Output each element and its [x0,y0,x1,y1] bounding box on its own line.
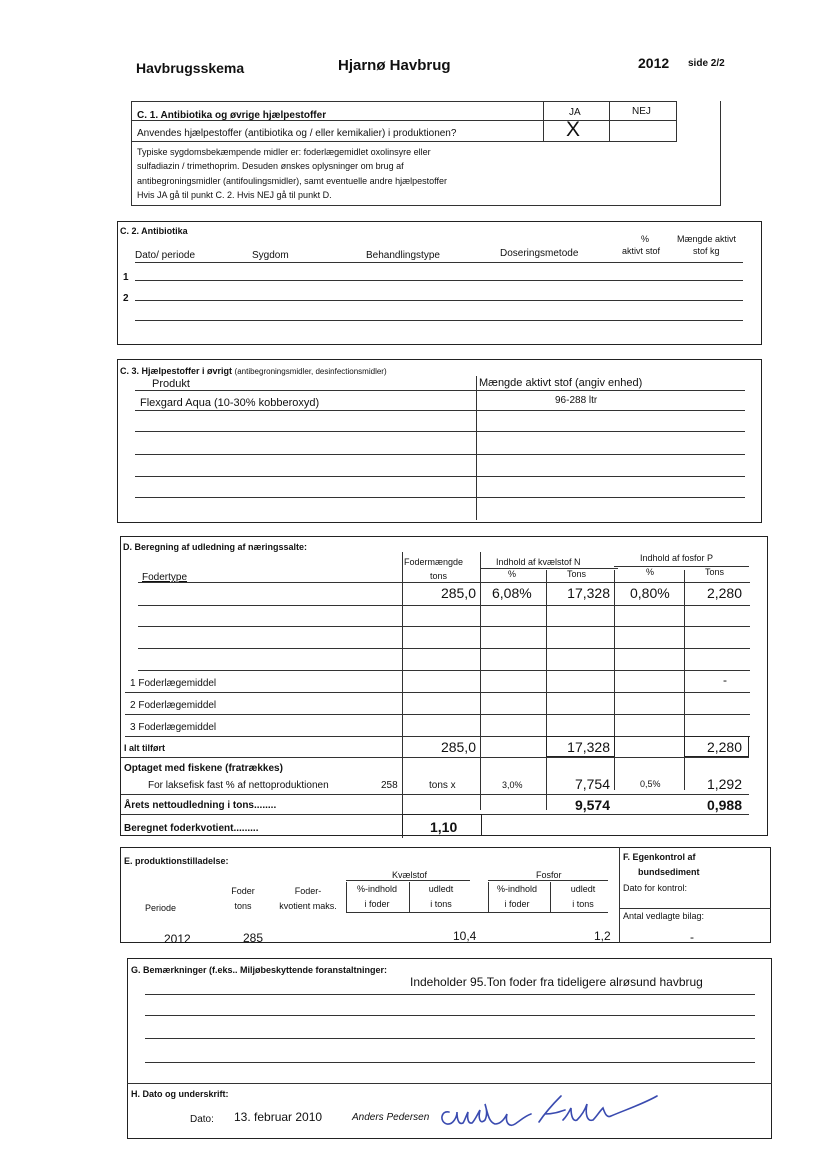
d-net-n: 9,574 [574,797,610,813]
c1-text-line-2: sulfadiazin / trimethoprim. Desuden ønskes oplysninger om brug af [137,161,404,171]
f-title-2: bundsediment [638,867,700,877]
c2-title: C. 2. Antibiotika [120,226,188,236]
c1-text-line-3: antibegroningsmidler (antifoulingsmidler), samt eventuelle andre hjælpestoffer [137,176,447,186]
d-p-pct: % [646,567,655,577]
d-medication-1-p: - [723,673,727,687]
d-uptake-p-pct: 0,5% [640,779,661,789]
f-title: F. Egenkontrol af [623,852,696,862]
d-medication-1: 1 Foderlægemiddel [130,678,217,689]
f-attach-label: Antal vedlagte bilag: [623,911,705,921]
d-feed-tons: 285,0 [440,585,476,601]
year: 2012 [638,55,670,71]
d-feed-n-pct: 6,08% [492,585,532,601]
d-col-type: Fodertype [142,572,188,583]
c2-col-amount-2: stof kg [693,246,720,256]
c2-col-pct: % [641,234,650,244]
farm-name: Hjarnø Havbrug [338,57,451,74]
e-phosphorus-head: Fosfor [536,870,562,880]
c1-text-line-1: Typiske sygdomsbekæmpende midler er: foderlægemidlet oxolinsyre eller [137,147,431,157]
f-date-label: Dato for kontrol: [623,883,688,893]
e-col-feed-unit: tons [234,901,252,911]
e-period: 2012 [164,932,191,946]
c3-product-1: Flexgard Aqua (10-30% kobberoxyd) [140,397,320,409]
c1-title: C. 1. Antibiotika og øvrige hjælpestoffer [137,110,327,121]
signature [435,1090,665,1136]
e-col-n-out: udledt [428,884,454,894]
d-col-feed: Fodermængde [404,557,464,567]
c3-col-product: Produkt [152,378,190,390]
c2-col-amount: Mængde aktivt [677,234,737,244]
e-title: E. produktionstilladelse: [124,856,229,866]
h-title: H. Dato og underskrift: [131,1089,229,1099]
h-name: Anders Pedersen [352,1112,430,1123]
d-uptake-net: 258 [381,780,398,791]
d-medication-2: 2 Foderlægemiddel [130,700,217,711]
e-n-out: 10,4 [453,929,477,943]
d-quota-value: 1,10 [430,819,458,835]
c2-col-date: Dato/ periode [135,250,196,261]
d-uptake-n: 7,754 [574,776,610,792]
g-title: G. Bemærkninger (f.eks.. Miljøbeskyttende foranstaltninger: [131,965,388,975]
d-p-tons: Tons [705,567,725,577]
section-c3 [117,359,762,523]
d-total-p: 2,280 [706,739,742,755]
e-nitrogen-head: Kvælstof [392,870,428,880]
e-col-n-out-2: i tons [430,899,452,909]
c2-col-pct-2: aktivt stof [622,246,661,256]
c3-title: C. 3. Hjælpestoffer i øvrigt [120,366,233,376]
d-medication-3: 3 Foderlægemiddel [130,722,217,733]
section-d [120,536,768,836]
c2-col-treatment: Behandlingstype [366,250,440,261]
e-col-quota-2: kvotient maks. [279,901,337,911]
d-col-phosphorus: Indhold af fosfor P [640,553,714,563]
c1-ja-mark: X [566,118,581,141]
c1-question: Anvendes hjælpestoffer (antibiotika og / eller kemikalier) i produktionen? [137,128,457,139]
c3-title-note: (antibegroningsmidler, desinfectionsmidler) [234,367,387,376]
e-col-p-pct: %-indhold [496,884,538,894]
d-uptake-text: For laksefisk fast % af nettoproduktionen [148,780,329,791]
c2-row-2: 2 [123,293,129,304]
e-col-n-pct-2: i foder [364,899,390,909]
d-uptake-label: Optaget med fiskene (fratrækkes) [124,763,283,774]
e-col-quota: Foder- [294,886,322,896]
d-feed-p-tons: 2,280 [706,585,742,601]
d-feed-n-tons: 17,328 [567,585,610,601]
e-col-period: Periode [145,903,177,913]
c1-ja-label: JA [569,107,581,118]
d-quota-label: Beregnet foderkvotient......... [124,823,259,834]
d-total-n: 17,328 [567,739,610,755]
section-c2 [117,221,762,345]
d-total-label: I alt tilført [124,743,165,753]
d-net-p: 0,988 [706,797,742,813]
h-date: 13. februar 2010 [234,1110,323,1124]
c2-col-disease: Sygdom [252,250,289,261]
c2-row-1: 1 [123,272,129,283]
d-col-feed-unit: tons [430,571,448,581]
c3-title-row [120,366,387,376]
d-title: D. Beregning af udledning af næringssalte: [123,542,308,552]
e-col-p-pct-2: i foder [504,899,530,909]
e-col-p-out-2: i tons [572,899,594,909]
d-uptake-n-pct: 3,0% [502,780,523,790]
e-col-feed: Foder [231,886,255,896]
form-title: Havbrugsskema [136,60,245,76]
h-date-label: Dato: [190,1114,214,1125]
page-number: side 2/2 [688,58,725,69]
d-feed-p-pct: 0,80% [630,585,670,601]
d-col-nitrogen: Indhold af kvælstof N [496,557,581,567]
g-remark: Indeholder 95.Ton foder fra tideligere alrøsund havbrug [410,975,703,989]
d-total-tons: 285,0 [440,739,476,755]
c1-nej-label: NEJ [632,106,651,117]
d-n-tons: Tons [567,569,587,579]
c1-text-line-4: Hvis JA gå til punkt C. 2. Hvis NEJ gå til punkt D. [137,190,332,200]
d-uptake-p: 1,292 [706,776,742,792]
c3-amount-1: 96-288 ltr [555,395,598,406]
d-uptake-unit: tons x [429,780,456,791]
c2-col-dosing: Doseringsmetode [500,248,579,259]
f-attach-value: - [690,930,694,944]
d-n-pct: % [508,569,517,579]
e-col-n-pct: %-indhold [356,884,398,894]
d-net-label: Årets nettoudledning i tons........ [124,800,277,811]
c3-col-amount: Mængde aktivt stof (angiv enhed) [479,377,643,389]
e-col-p-out: udledt [570,884,596,894]
e-feed: 285 [243,931,264,945]
e-p-out: 1,2 [594,929,611,943]
